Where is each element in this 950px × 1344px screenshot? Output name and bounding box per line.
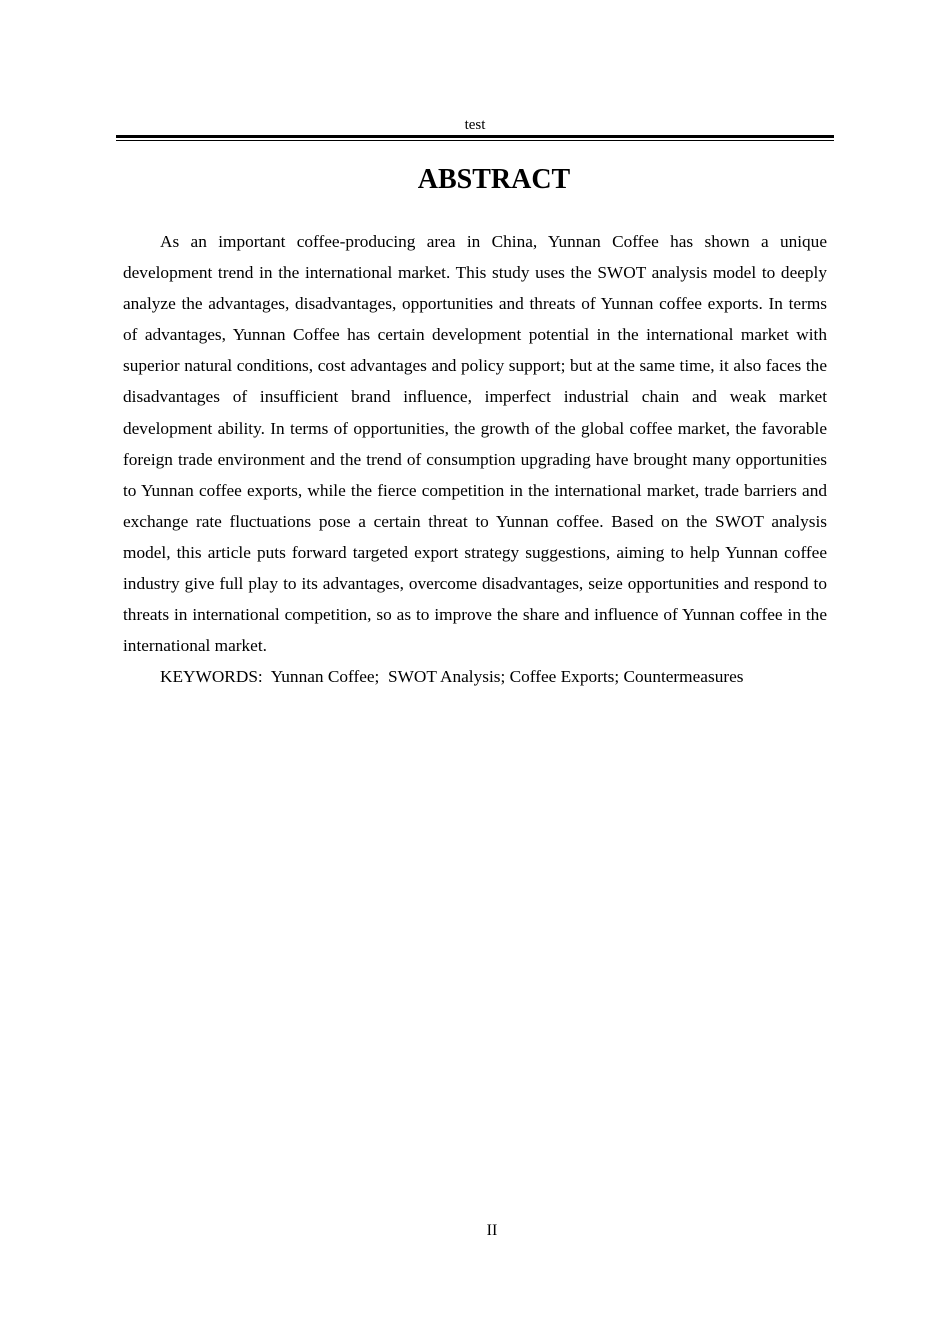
- keywords-line: KEYWORDS: Yunnan Coffee; SWOT Analysis; Coffee Exports; Countermeasures: [160, 667, 744, 687]
- page-number: II: [486, 1222, 498, 1239]
- running-header: test: [464, 117, 486, 133]
- header-rule-thick: [116, 135, 834, 138]
- page-title: ABSTRACT: [417, 164, 571, 195]
- abstract-body: [123, 226, 827, 692]
- abstract-paragraph: As an important coffee-producing area in China, Yunnan Coffee has shown a unique development trend in the international market. This study uses the SWOT analysis model to deeply analyze the advantages, disadvantages, opportunities and threats of Yunnan coffee exports. In terms of advantages, Yunnan Coffee has certain development potential in the international market with superior natural conditions, cost advantages and policy support; but at the same time, it also faces the disadvantages of insufficient brand influence, imperfect industrial chain and weak market development ability. In terms of opportunities, the growth of the global coffee market, the favorable foreign trade environment and the trend of consumption upgrading have brought many opportunities to Yunnan coffee exports, while the fierce competition in the international market, trade barriers and exchange rate fluctuations pose a certain threat to Yunnan coffee. Based on the SWOT analysis model, this article puts forward targeted export strategy suggestions, aiming to help Yunnan coffee industry give full play to its advantages, overcome disadvantages, seize opportunities and respond to threats in international competition, so as to improve the share and influence of Yunnan coffee in the international market.: [123, 232, 827, 656]
- header-rule-thin: [116, 140, 834, 141]
